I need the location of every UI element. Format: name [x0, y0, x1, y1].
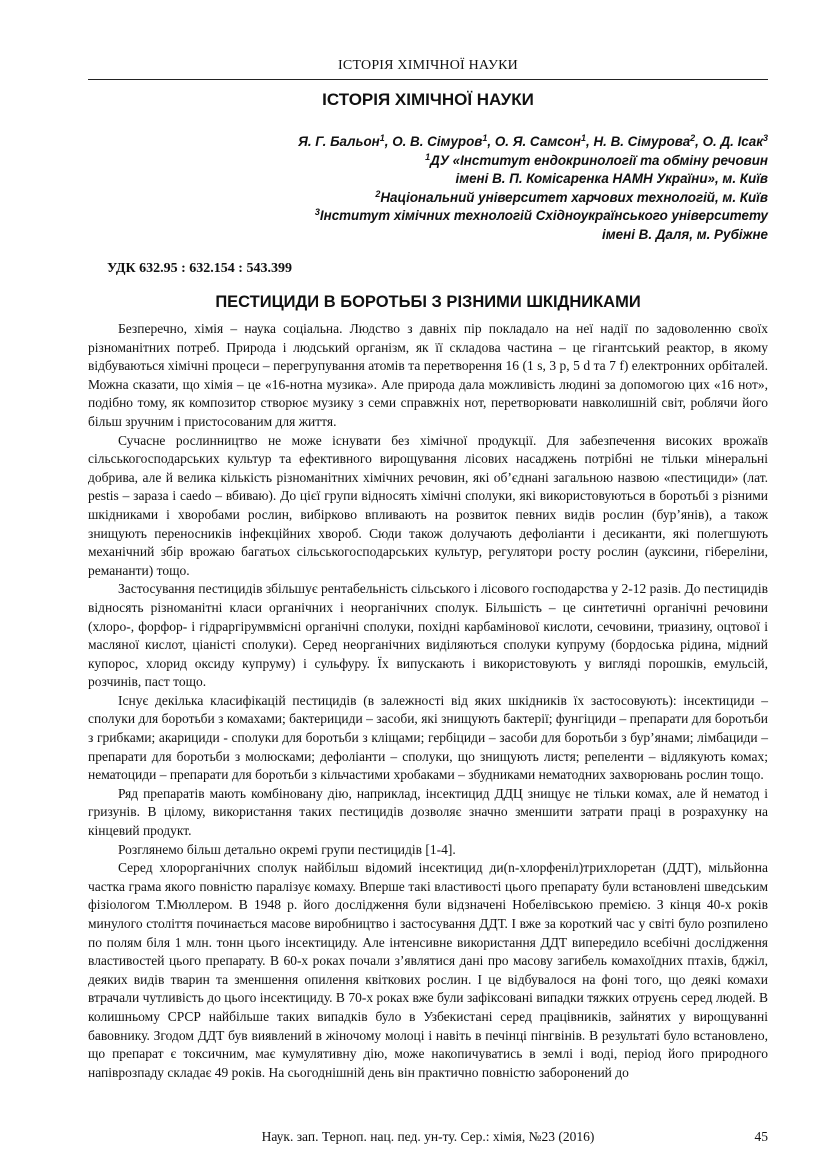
author-affiliation-mark: 1 — [379, 133, 385, 143]
author-name: Я. Г. Бальон — [298, 134, 380, 149]
affiliation-line: Національний університет харчових технологій, м. Київ — [380, 189, 768, 205]
affiliation-line: імені В. Даля, м. Рубіжне — [602, 226, 768, 242]
body-paragraph: Безперечно, хімія – наука соціальна. Людство з давніх пір покладало на неї надії по задоволенню своїх різноманітних потреб. Природа і людський організм, як її складова частина – це гігантський реактор, в якому відбуваються хімічні процеси – перегрупування атомів та перетворення 16 (1 s, 3 p, 5 d та 7 f) електронних орбіталей. Можна сказати, що хімія – це «16-нотна музика». Але природа дала можливість людині за допомогою цих «16 нот», подібно тому, як композитор створює музику з семи справжніх нот, перетворювати навколишній світ, роблячи його більш зручним і пристосованим для життя. — [88, 321, 768, 429]
body-paragraph: Серед хлорорганічних сполук найбільш відомий інсектицид ди(n-хлорфеніл)трихлоретан (ДДТ), мільйонна частка грама якого повністю паралізує комаху. Вперше такі властивості цього препарату були встановлені шведським фізіологом Т.Мюллером. В 1948 р. його дослідження були відзначені Нобелівською премією. З кінця 40-х років минулого століття починається масове виробництво і застосування ДДТ. І вже за короткий час у світі було розпилено по полям біля 1 млн. тонн цього інсектициду. Але інтенсивне використання ДДТ випередило всебічні дослідження властивостей цього препарату. В 60-х роках почали з’являтися дані про масову загибель комахоїдних птахів, бджіл, деяких видів тварин та зменшення опилення квіткових рослин. І це відбувалося на фоні того, що деякі комахи втрачали чутливість до цього інсектициду. В 70-х роках вже були зафіксовані випадки тяжких отруєнь серед людей. В колишньому СРСР найбільше таких випадків було в Узбекистані серед працівників, зайнятих у вирощуванні бавовнику. Згодом ДДТ був виявлений в жіночому молоці і навіть в печінці пінгвінів. В результаті було встановлено, що препарат є токсичним, має кумулятивну дію, може накопичуватись в землі і воді, період його природного напіврозпаду складає 49 років. На сьогоднішній день він практично повністю заборонений до — [88, 860, 768, 1080]
section-title: ІСТОРІЯ ХІМІЧНОЇ НАУКИ — [322, 90, 534, 109]
affiliation-1-cont — [88, 170, 768, 189]
udc-code: УДК 632.95 : 632.154 : 543.399 — [107, 261, 292, 276]
affiliation-mark: 2 — [375, 188, 381, 199]
affiliation-mark: 1 — [425, 151, 431, 162]
affiliation-line: імені В. П. Комісаренка НАМН України», м. Київ — [455, 171, 768, 186]
author-affiliation-mark: 2 — [690, 133, 696, 143]
author-affiliation-mark: 3 — [762, 133, 768, 143]
author-name: О. В. Сімуров — [392, 134, 483, 149]
running-head: ІСТОРІЯ ХІМІЧНОЇ НАУКИ — [338, 58, 518, 73]
affiliation-3 — [88, 207, 768, 226]
header-divider — [88, 79, 768, 80]
page-number: 45 — [754, 1129, 768, 1144]
affiliation-3-cont — [88, 226, 768, 245]
article-body — [88, 320, 768, 1082]
body-paragraph: Існує декілька класифікацій пестицидів (в залежності від яких шкідників їх застосовують): інсектициди – сполуки для боротьби з комахами; бактерициди – засоби, які знищують бактерії; фунгіциди – препарати для боротьби з грибками; акарициди - сполуки для боротьби з кліщами; гербіциди – засоби для боротьби з бур’янами; лімбациди – препарати для боротьби з молюсками; дефоліанти – сполуки, що знищують листя; репеленти – відлякують комах; нематоциди – препарати для боротьби з кільчастими хробаками – збудниками нематодних захворювань рослин тощо. — [88, 692, 768, 783]
author-name: Н. В. Сімурова — [593, 134, 691, 149]
author-affiliation-mark: 1 — [482, 133, 488, 143]
author-list: Я. Г. Бальон$^1$, О. В. Сімуров$^1$, О. Я. Самсон$^1$, Н. В. Сімурова$^2$, О. Д. Ісак$^3$ — [298, 133, 768, 149]
body-paragraph: Застосування пестицидів збільшує рентабельність сільського і лісового господарства у 2-12 разів. До пестицидів відносять різноманітні класи органічних і неорганічних сполук. Більшість – це синтетичні органічні речовини (хлоро-, форфор- і гідраргірумвмісні органічні сполуки, похідні карбамінової кислоти, сечовини, триазину, оцтової і масляної кислот, ціаністі сполуки). Серед неорганічних виділяються сполуки купруму (бордоська рідина, мідний купорос, хлорид оксиду купруму) і сульфуру. Їх випускають і використовують у вигляді порошків, емульсій, розчинів, паст тощо. — [88, 581, 769, 690]
body-paragraph: Розглянемо більш детально окремі групи пестицидів [1-4]. — [118, 841, 456, 857]
affiliation-line: Інститут хімічних технологій Східноукраїнського університету — [319, 208, 768, 223]
author-name: О. Д. Ісак — [702, 134, 763, 149]
body-paragraph: Ряд препаратів мають комбіновану дію, наприклад, інсектицид ДДЦ знищує не тільки комах, але й нематод і гризунів. В цілому, використання таких пестицидів дозволяє значно зменшити затрати праці в розрахунку на кінцевий продукт. — [88, 785, 768, 839]
author-block — [88, 133, 768, 244]
body-paragraph: Сучасне рослинництво не може існувати без хімічної продукції. Для забезпечення високих врожаїв сільськогосподарських культур та ефективного вирощування лісових насаджень потрібні не тільки мінеральні добрива, але й велика кількість різноманітних хімічних речовин, які об’єднані загальною назвою «пестициди» (лат. pestis – зараза і caedo – вбиваю). До цієї групи відносять хімічні сполуки, які використовуються в боротьбі з різними шкідниками і хворобами рослин, вибірково впливають на розвиток певних видів рослин (бур’янів), а також знищують переносників інфекційних хвороб. Сюди також долучають дефоліанти і десиканти, які полегшують механічний збір врожаю багатьох сільськогосподарських культур, регулятори росту рослин (ауксини, гібереліни, ремананти) тощо. — [88, 432, 768, 578]
journal-citation: Наук. зап. Терноп. нац. пед. ун-ту. Сер.: хімія, №23 (2016) — [261, 1129, 595, 1144]
affiliation-line: ДУ «Інститут ендокринології та обміну речовин — [430, 152, 768, 168]
article-title: ПЕСТИЦИДИ В БОРОТЬБІ З РІЗНИМИ ШКІДНИКАМИ — [215, 293, 641, 311]
author-name: О. Я. Самсон — [494, 134, 581, 149]
affiliation-1 — [88, 152, 768, 171]
author-affiliation-mark: 1 — [580, 133, 586, 143]
affiliation-2 — [88, 189, 768, 208]
affiliation-mark: 3 — [314, 207, 320, 217]
